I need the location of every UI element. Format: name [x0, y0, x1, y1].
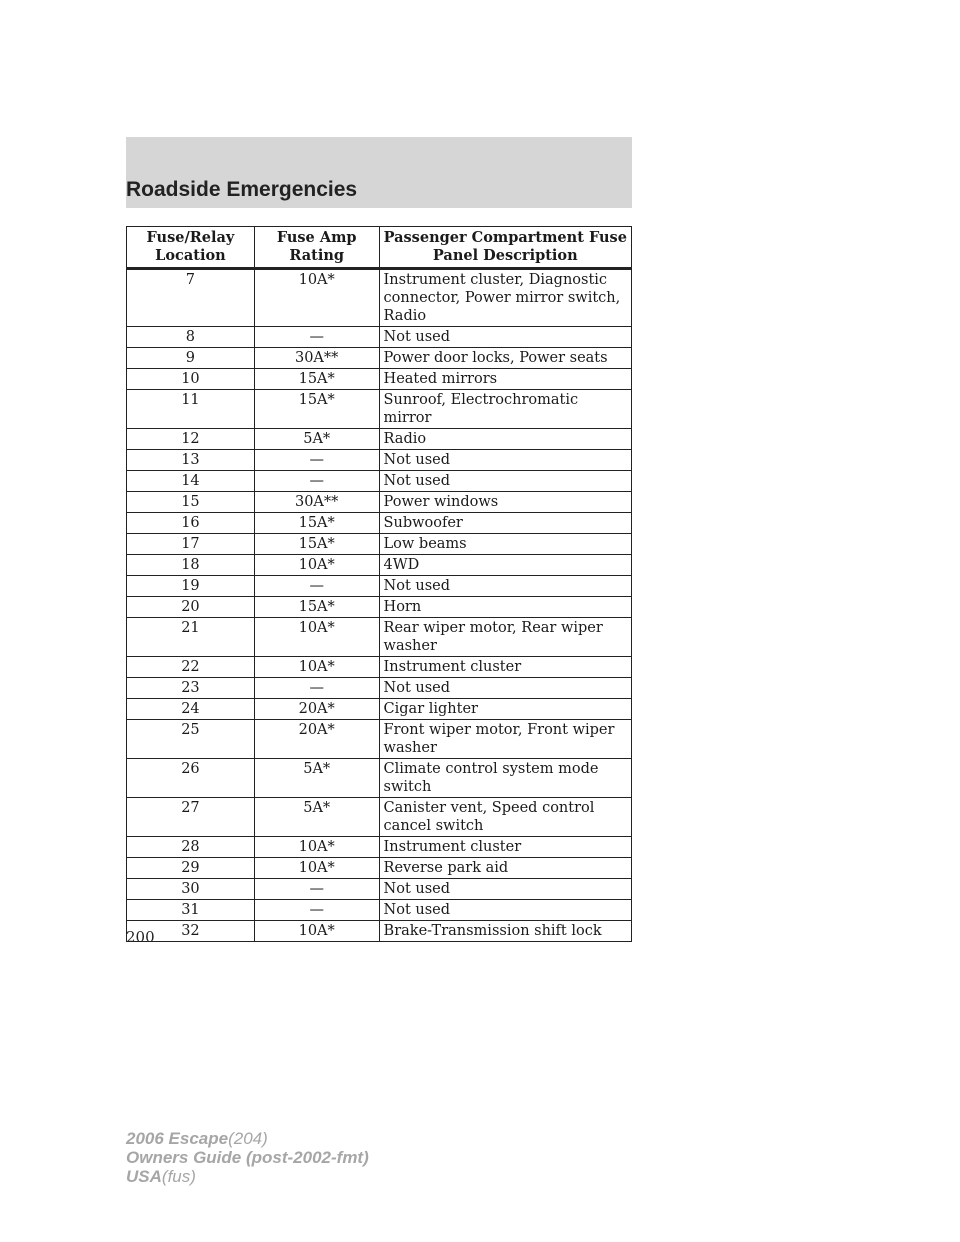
cell-amp-rating: 15A*: [254, 597, 379, 618]
cell-amp-rating: 10A*: [254, 269, 379, 327]
cell-amp-rating: —: [254, 327, 379, 348]
cell-location: 32: [127, 921, 255, 942]
cell-description: Cigar lighter: [379, 699, 631, 720]
cell-description: Front wiper motor, Front wiper washer: [379, 720, 631, 759]
cell-location: 13: [127, 450, 255, 471]
table-row: [127, 269, 632, 327]
cell-description: Radio: [379, 429, 631, 450]
cell-amp-rating: —: [254, 576, 379, 597]
cell-amp-rating: 15A*: [254, 369, 379, 390]
cell-amp-rating: 5A*: [254, 429, 379, 450]
cell-description: Subwoofer: [379, 513, 631, 534]
table-row: [127, 450, 632, 471]
cell-location: 20: [127, 597, 255, 618]
cell-location: 26: [127, 759, 255, 798]
fuse-table-body: [127, 269, 632, 942]
table-row: [127, 327, 632, 348]
cell-location: 16: [127, 513, 255, 534]
cell-description: Horn: [379, 597, 631, 618]
cell-location: 24: [127, 699, 255, 720]
cell-amp-rating: 10A*: [254, 921, 379, 942]
table-row: [127, 900, 632, 921]
cell-amp-rating: 30A**: [254, 348, 379, 369]
cell-description: Instrument cluster, Diagnostic connector, Power mirror switch, Radio: [379, 269, 631, 327]
cell-amp-rating: —: [254, 471, 379, 492]
cell-description: Not used: [379, 576, 631, 597]
cell-location: 25: [127, 720, 255, 759]
document-footer: [126, 1129, 369, 1186]
table-row: [127, 657, 632, 678]
cell-location: 18: [127, 555, 255, 576]
cell-location: 27: [127, 798, 255, 837]
cell-description: Canister vent, Speed control cancel switch: [379, 798, 631, 837]
table-row: [127, 921, 632, 942]
table-row: [127, 471, 632, 492]
cell-location: 30: [127, 879, 255, 900]
table-row: [127, 513, 632, 534]
table-row: [127, 390, 632, 429]
cell-amp-rating: 5A*: [254, 798, 379, 837]
cell-description: 4WD: [379, 555, 631, 576]
table-row: [127, 576, 632, 597]
column-header-location: Fuse/Relay Location: [127, 227, 255, 269]
footer-line-model: 2006 Escape(204): [126, 1129, 268, 1148]
cell-description: Heated mirrors: [379, 369, 631, 390]
table-row: [127, 618, 632, 657]
cell-location: 12: [127, 429, 255, 450]
table-row: [127, 348, 632, 369]
table-row: [127, 699, 632, 720]
cell-location: 10: [127, 369, 255, 390]
cell-description: Instrument cluster: [379, 837, 631, 858]
fuse-table: [126, 226, 632, 942]
page-number: 200: [126, 928, 155, 946]
cell-location: 7: [127, 269, 255, 327]
cell-description: Not used: [379, 471, 631, 492]
cell-location: 17: [127, 534, 255, 555]
cell-description: Not used: [379, 327, 631, 348]
cell-amp-rating: 5A*: [254, 759, 379, 798]
cell-description: Not used: [379, 900, 631, 921]
column-header-amp-rating: Fuse Amp Rating: [254, 227, 379, 269]
cell-amp-rating: 20A*: [254, 720, 379, 759]
cell-description: Sunroof, Electrochromatic mirror: [379, 390, 631, 429]
column-header-description: Passenger Compartment Fuse Panel Description: [379, 227, 631, 269]
cell-description: Not used: [379, 450, 631, 471]
cell-description: Reverse park aid: [379, 858, 631, 879]
cell-description: Power windows: [379, 492, 631, 513]
cell-location: 28: [127, 837, 255, 858]
table-row: [127, 837, 632, 858]
cell-location: 19: [127, 576, 255, 597]
cell-amp-rating: 10A*: [254, 657, 379, 678]
cell-description: Not used: [379, 678, 631, 699]
cell-amp-rating: 10A*: [254, 555, 379, 576]
cell-location: 31: [127, 900, 255, 921]
cell-amp-rating: —: [254, 900, 379, 921]
cell-description: Climate control system mode switch: [379, 759, 631, 798]
table-row: [127, 492, 632, 513]
cell-amp-rating: 15A*: [254, 390, 379, 429]
cell-description: Brake-Transmission shift lock: [379, 921, 631, 942]
cell-amp-rating: 15A*: [254, 534, 379, 555]
cell-location: 21: [127, 618, 255, 657]
cell-description: Instrument cluster: [379, 657, 631, 678]
cell-amp-rating: 15A*: [254, 513, 379, 534]
table-row: [127, 678, 632, 699]
table-row: [127, 534, 632, 555]
table-row: [127, 858, 632, 879]
table-row: [127, 879, 632, 900]
cell-description: Rear wiper motor, Rear wiper washer: [379, 618, 631, 657]
cell-location: 11: [127, 390, 255, 429]
cell-amp-rating: —: [254, 879, 379, 900]
cell-amp-rating: 20A*: [254, 699, 379, 720]
table-row: [127, 597, 632, 618]
cell-amp-rating: 10A*: [254, 858, 379, 879]
table-row: [127, 369, 632, 390]
cell-amp-rating: —: [254, 678, 379, 699]
cell-location: 15: [127, 492, 255, 513]
cell-amp-rating: 10A*: [254, 837, 379, 858]
cell-location: 8: [127, 327, 255, 348]
cell-description: Low beams: [379, 534, 631, 555]
cell-location: 9: [127, 348, 255, 369]
cell-description: Not used: [379, 879, 631, 900]
section-title: Roadside Emergencies: [126, 178, 358, 201]
cell-amp-rating: 30A**: [254, 492, 379, 513]
cell-amp-rating: —: [254, 450, 379, 471]
cell-location: 29: [127, 858, 255, 879]
cell-location: 14: [127, 471, 255, 492]
table-row: [127, 555, 632, 576]
fuse-table-header: [127, 227, 632, 269]
cell-location: 23: [127, 678, 255, 699]
table-row: [127, 798, 632, 837]
cell-location: 22: [127, 657, 255, 678]
table-row: [127, 429, 632, 450]
footer-line-guide: Owners Guide (post-2002-fmt): [126, 1148, 369, 1167]
cell-description: Power door locks, Power seats: [379, 348, 631, 369]
table-row: [127, 759, 632, 798]
footer-line-market: USA(fus): [126, 1167, 196, 1186]
table-row: [127, 720, 632, 759]
cell-amp-rating: 10A*: [254, 618, 379, 657]
